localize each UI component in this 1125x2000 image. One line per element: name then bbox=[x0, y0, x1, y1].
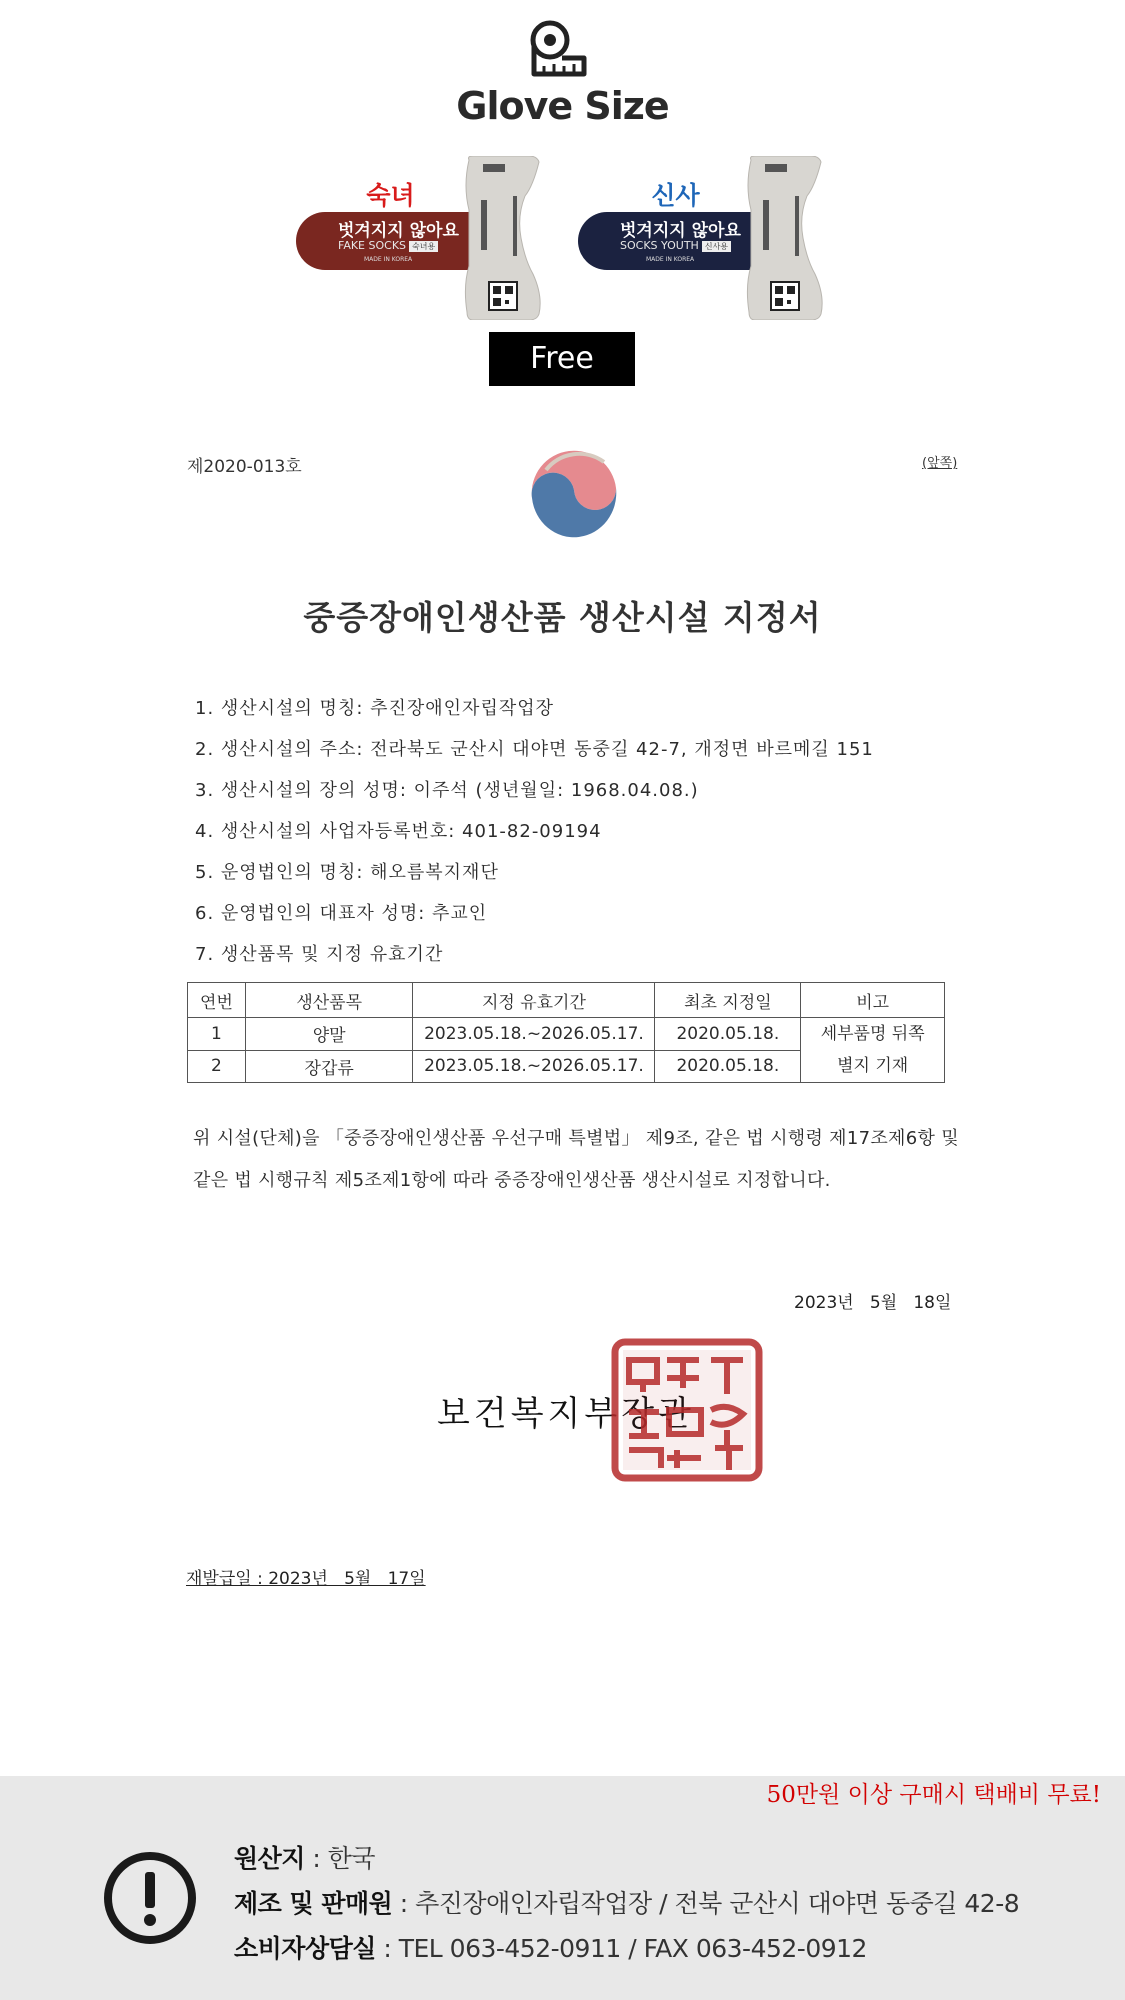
list-item: 1. 생산시설의 명칭: 추진장애인자립작업장 bbox=[195, 698, 554, 719]
table-note-line: 별지 기재 bbox=[837, 1056, 909, 1076]
tag-main-text: 벗겨지지 않아요 bbox=[620, 221, 741, 241]
list-item: 3. 생산시설의 장의 성명: 이주석 (생년월일: 1968.04.08.) bbox=[195, 780, 699, 801]
issue-date: 2023년 5월 18일 bbox=[794, 1293, 952, 1313]
maker-line bbox=[234, 1884, 1019, 1920]
reissue-date: 재발급일 : 2023년 5월 17일 bbox=[186, 1569, 426, 1589]
table-header: 최초 지정일 bbox=[655, 983, 801, 1018]
document-number: 제2020-013호 bbox=[187, 457, 302, 477]
tape-measure-icon bbox=[528, 18, 588, 80]
table-header: 생산품목 bbox=[245, 983, 413, 1018]
list-item: 6. 운영법인의 대표자 성명: 추교인 bbox=[195, 903, 488, 924]
issuer-name: 보건복지부장관 bbox=[437, 1394, 695, 1434]
official-seal bbox=[611, 1338, 763, 1482]
origin-line bbox=[234, 1839, 375, 1875]
table-cell: 2020.05.18. bbox=[655, 1018, 801, 1051]
glove-size-title: Glove Size bbox=[456, 84, 669, 128]
tag-sub-text: FAKE SOCKS 숙녀용 bbox=[338, 239, 438, 252]
tag-badge: 신사용 bbox=[702, 241, 731, 252]
table-header: 연번 bbox=[188, 983, 246, 1018]
table-cell: 2023.05.18.~2026.05.17. bbox=[413, 1050, 655, 1083]
origin-label: 원산지 bbox=[234, 1844, 305, 1873]
table-cell: 양말 bbox=[245, 1018, 413, 1051]
table-note-cell bbox=[801, 1018, 945, 1083]
exclamation-circle-icon bbox=[102, 1850, 198, 1946]
table-cell: 2020.05.18. bbox=[655, 1050, 801, 1083]
side-mark: (앞쪽) bbox=[922, 456, 958, 471]
table-row bbox=[188, 1018, 945, 1051]
taegeuk-emblem-icon bbox=[518, 440, 628, 540]
product-table bbox=[187, 982, 945, 1083]
table-header-row bbox=[188, 983, 945, 1018]
table-header: 비고 bbox=[801, 983, 945, 1018]
women-sock-tag-image bbox=[296, 156, 541, 320]
table-header: 지정 유효기간 bbox=[413, 983, 655, 1018]
maker-value: : 추진장애인자립작업장 / 전북 군산시 대야면 동중길 42-8 bbox=[392, 1889, 1020, 1918]
table-cell: 2023.05.18.~2026.05.17. bbox=[413, 1018, 655, 1051]
list-item: 5. 운영법인의 명칭: 해오름복지재단 bbox=[195, 862, 499, 883]
tag-made-text: MADE IN KOREA bbox=[646, 256, 695, 263]
certificate-title: 중증장애인생산품 생산시설 지정서 bbox=[303, 598, 822, 637]
tag-made-text: MADE IN KOREA bbox=[364, 256, 413, 263]
table-cell: 1 bbox=[188, 1018, 246, 1051]
men-label: 신사 bbox=[651, 181, 700, 210]
shipping-notice: 50만원 이상 구매시 택배비 무료! bbox=[766, 1782, 1101, 1808]
table-note-line: 세부품명 뒤쪽 bbox=[820, 1024, 925, 1044]
customer-service-line bbox=[234, 1929, 867, 1965]
certificate-items bbox=[195, 694, 975, 981]
list-item: 4. 생산시설의 사업자등록번호: 401-82-09194 bbox=[195, 821, 602, 842]
tag-card-shape bbox=[741, 156, 827, 320]
list-item: 7. 생산품목 및 지정 유효기간 bbox=[195, 944, 444, 965]
tag-card-shape bbox=[459, 156, 545, 320]
cs-label: 소비자상담실 bbox=[234, 1934, 376, 1963]
list-item: 2. 생산시설의 주소: 전라북도 군산시 대야면 동중길 42-7, 개정면 바르메길 151 bbox=[195, 739, 874, 760]
table-cell: 장갑류 bbox=[245, 1050, 413, 1083]
tag-sub-text: SOCKS YOUTH 신사용 bbox=[620, 239, 731, 252]
maker-label: 제조 및 판매원 bbox=[234, 1889, 393, 1918]
designation-paragraph: 위 시설(단체)을 「중증장애인생산품 우선구매 특별법」 제9조, 같은 법 시행령 제17조제6항 및 같은 법 시행규칙 제5조제1항에 따라 중증장애인생산품 생산시설로 지정합니다. bbox=[193, 1128, 959, 1191]
size-badge: Free bbox=[489, 332, 635, 386]
cs-value: : TEL 063-452-0911 / FAX 063-452-0912 bbox=[375, 1934, 867, 1963]
men-sock-tag-image bbox=[578, 156, 823, 320]
origin-value: : 한국 bbox=[304, 1844, 376, 1873]
table-cell: 2 bbox=[188, 1050, 246, 1083]
women-label: 숙녀 bbox=[366, 181, 415, 210]
tag-badge: 숙녀용 bbox=[409, 241, 438, 252]
tag-main-text: 벗겨지지 않아요 bbox=[338, 221, 459, 241]
